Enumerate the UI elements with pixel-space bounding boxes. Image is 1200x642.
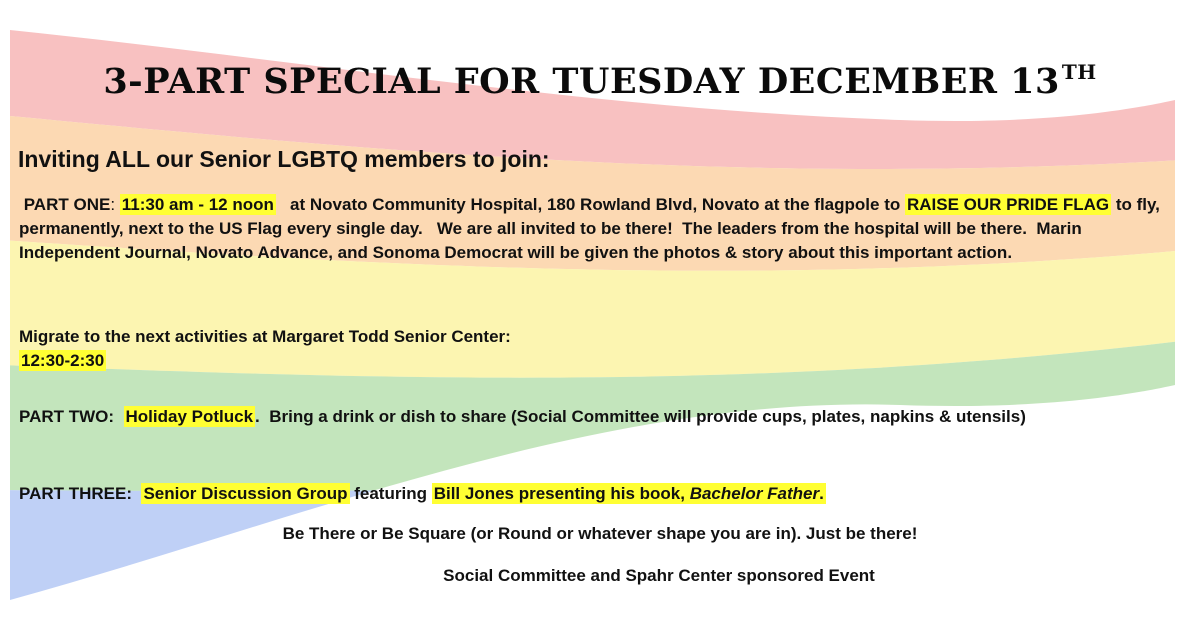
raise-flag-highlight: RAISE OUR PRIDE FLAG bbox=[906, 195, 1110, 214]
part-one-separator: : bbox=[110, 195, 120, 214]
potluck-highlight: Holiday Potluck bbox=[125, 407, 254, 426]
title-text: 3-PART SPECIAL FOR TUESDAY DECEMBER 13 bbox=[103, 61, 1060, 102]
part-three-featuring: featuring bbox=[349, 484, 432, 503]
part-two-details: . Bring a drink or dish to share (Social Committee will provide cups, plates, napkins & utensils) bbox=[255, 407, 1026, 426]
part-three-paragraph bbox=[19, 482, 1179, 506]
part-three-label: PART THREE: bbox=[19, 484, 142, 503]
part-one-paragraph bbox=[19, 193, 1179, 265]
part-two-label: PART TWO: bbox=[19, 407, 124, 426]
sponsor-line: Social Committee and Spahr Center sponsored Event bbox=[443, 566, 875, 585]
migrate-paragraph bbox=[19, 325, 1179, 373]
book-title: Bachelor Father bbox=[689, 484, 820, 503]
presenter-text: Bill Jones presenting his book, bbox=[433, 484, 690, 503]
part-one-label: PART ONE bbox=[23, 195, 111, 214]
title-ordinal-suffix: TH bbox=[1061, 60, 1097, 84]
part-two-paragraph bbox=[19, 405, 1179, 429]
book-period: . bbox=[819, 484, 824, 503]
part-one-time: 11:30 am - 12 noon bbox=[121, 195, 274, 214]
invitation-heading: Inviting ALL our Senior LGBTQ members to join: bbox=[18, 146, 550, 172]
part-one-location: at Novato Community Hospital, 180 Rowland Blvd, Novato at the flagpole to bbox=[275, 195, 905, 214]
book-presenter-highlight bbox=[432, 483, 826, 504]
migrate-time: 12:30-2:30 bbox=[21, 351, 105, 370]
closing-line: Be There or Be Square (or Round or whatever shape you are in). Just be there! bbox=[282, 524, 918, 543]
flyer-title bbox=[0, 60, 1200, 102]
part-one-details: to fly, permanently, next to the US Flag every single day. We are all invited to be there! The leaders from the hospital will be there. Marin Independent Journal, Novato Advance, and Sonoma Democrat will be given the photos & story about this important action. bbox=[19, 195, 1165, 262]
migrate-text: Migrate to the next activities at Margaret Todd Senior Center: bbox=[19, 327, 511, 346]
discussion-group-highlight: Senior Discussion Group bbox=[143, 484, 348, 503]
